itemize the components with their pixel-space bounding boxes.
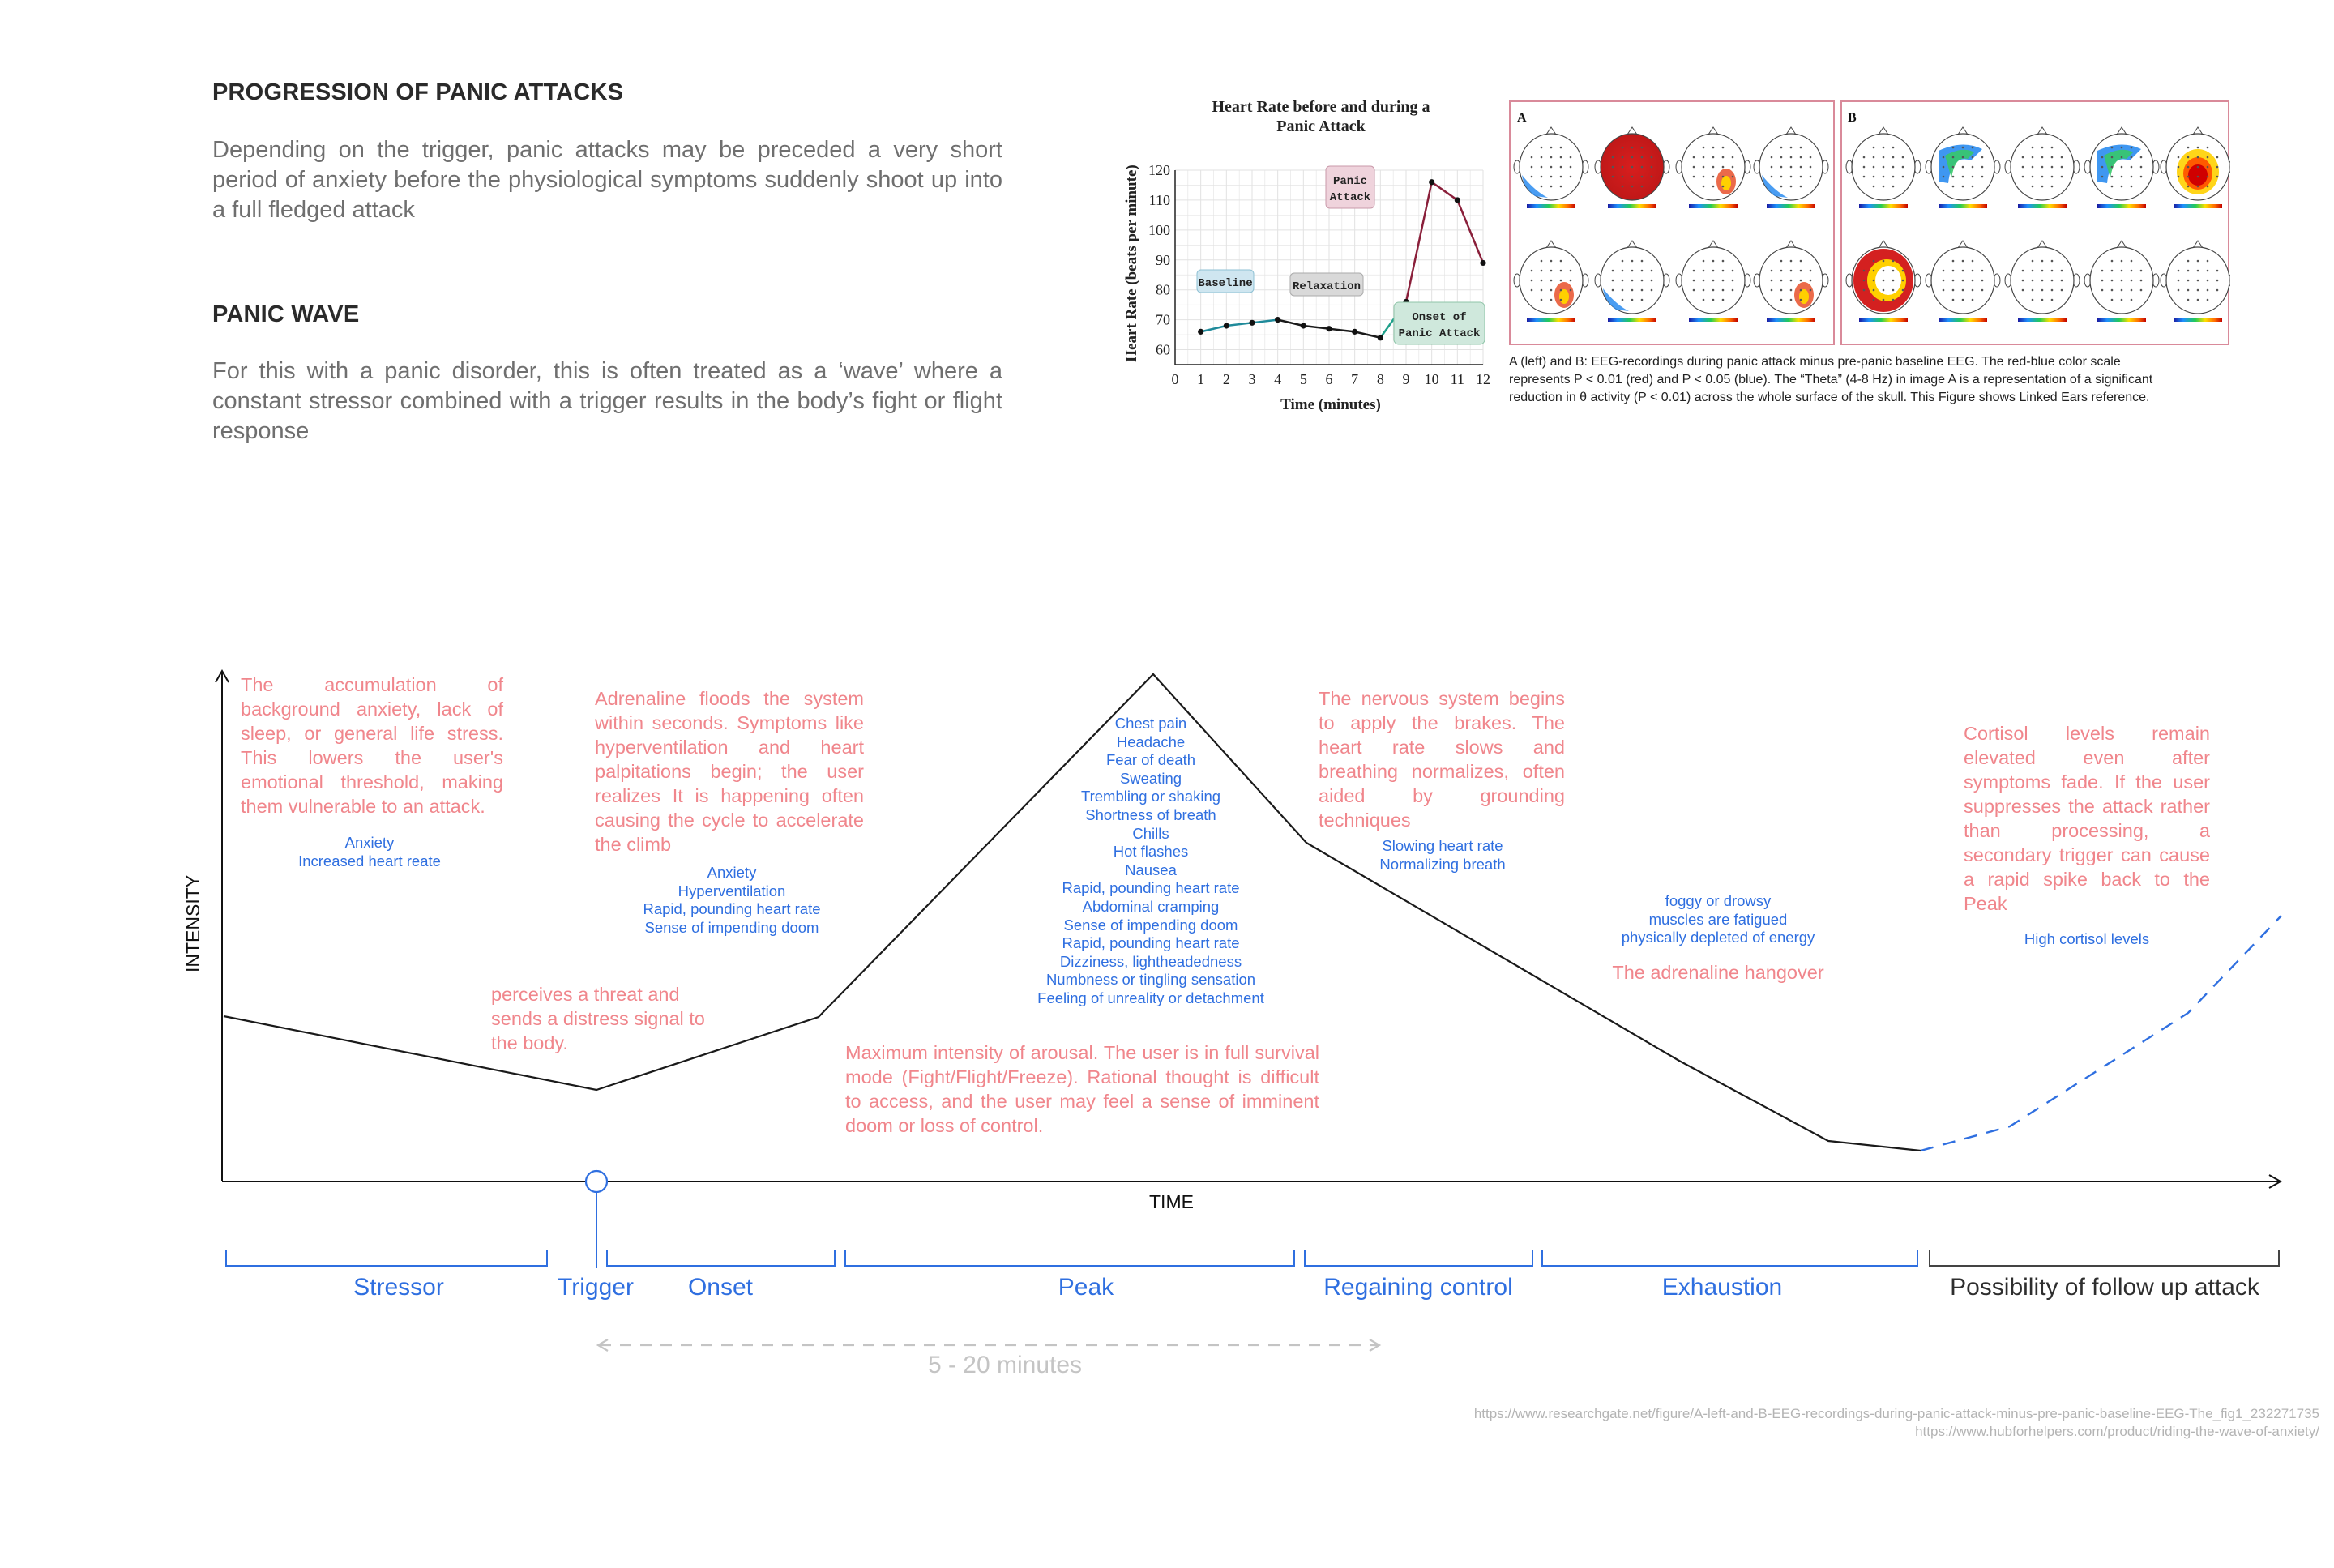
source-link[interactable]: https://www.hubforhelpers.com/product/riding-the-wave-of-anxiety/: [1915, 1424, 2319, 1439]
stressor-description: The accumulation of background anxiety, lack of sleep, or general life stress. This lowers the user's emotional threshold, making them vulnerable to an attack.: [241, 674, 503, 817]
duration-label: 5 - 20 minutes: [927, 1352, 1083, 1378]
y-tick-label: 100: [1148, 221, 1170, 238]
symptom-item: Slowing heart rate: [1382, 837, 1503, 854]
x-tick-label: 2: [1222, 371, 1230, 387]
x-tick-label: 7: [1351, 371, 1359, 387]
source-link[interactable]: https://www.researchgate.net/figure/A-left-and-B-EEG-recordings-during-panic-attack-minus-pre-panic-baseline-EEG-The_fig1_232271735: [1473, 1406, 2319, 1421]
panic-wave-body: For this with a panic disorder, this is often treated as a ‘wave’ where a constant stressor combined with a trigger results in the body’s fight or flight response: [212, 358, 1002, 444]
symptom-item: Hot flashes: [1113, 843, 1189, 861]
x-tick-label: 9: [1402, 371, 1410, 387]
x-tick-label: 3: [1248, 371, 1256, 387]
stressor-bracket: [226, 1250, 547, 1266]
followup-description: Cortisol levels remain elevated even after symptoms fade. If the user suppresses the attack rather than processing, a secondary trigger can cause a rapid spike back to the Peak: [1964, 723, 2210, 914]
baseline-label: Baseline: [1198, 277, 1253, 290]
symptom-item: Chest pain: [1114, 715, 1187, 732]
trigger-description: perceives a threat and sends a distress signal to the body.: [491, 984, 705, 1053]
symptom-item: Rapid, pounding heart rate: [643, 900, 821, 918]
eeg-panel-b-label: B: [1848, 111, 1857, 125]
exhaustion-symptoms: [1588, 892, 1848, 947]
eeg-panel-a-label: A: [1517, 111, 1527, 125]
y-tick-label: 80: [1156, 281, 1170, 298]
symptom-item: Fear of death: [1105, 751, 1196, 769]
relaxation-label: Relaxation: [1292, 280, 1362, 293]
phase-stressor: Stressor: [353, 1274, 444, 1301]
symptom-item: Rapid, pounding heart rate: [1062, 934, 1240, 952]
symptom-item: Rapid, pounding heart rate: [1062, 879, 1240, 897]
y-tick-label: 90: [1156, 251, 1170, 268]
panic-wave-title: PANIC WAVE: [212, 301, 360, 327]
phase-exhaustion: Exhaustion: [1661, 1274, 1783, 1301]
x-tick-label: 4: [1274, 371, 1282, 387]
onset-description: Adrenaline floods the system within seconds. Symptoms like hyperventilation and heart palpitations begin; the user realizes It is happening often causing the cycle to accelerate the climb: [595, 688, 864, 855]
eeg-caption-line1: A (left) and B: EEG-recordings during panic attack minus pre-panic baseline EEG. The red-blue color scale: [1509, 355, 2121, 369]
symptom-item: Hyperventilation: [678, 882, 786, 899]
regaining-symptoms: [1345, 837, 1540, 874]
x-tick-label: 11: [1450, 371, 1465, 387]
intensity-axis-label: INTENSITY: [182, 874, 203, 972]
x-tick-label: 12: [1476, 371, 1490, 387]
y-tick-label: 110: [1148, 191, 1170, 208]
onset-label-line1: Onset of: [1412, 311, 1467, 324]
heart-rate-x-label: Time (minutes): [1280, 396, 1381, 413]
sources: [1474, 1405, 2319, 1441]
heart-rate-y-label: Heart Rate (beats per minute): [1123, 164, 1140, 362]
peak-symptoms: [997, 715, 1305, 1008]
regaining-bracket: [1305, 1250, 1532, 1266]
symptom-item: Shortness of breath: [1085, 805, 1216, 823]
phase-peak: Peak: [1058, 1274, 1114, 1301]
eeg-caption-line3: reduction in θ activity (P < 0.01) across the whole surface of the skull. This Figure shows Linked Ears reference.: [1509, 391, 2150, 404]
symptom-item: Dizziness, lightheadedness: [1059, 952, 1242, 970]
symptom-item: Nausea: [1125, 861, 1177, 878]
phase-follow-up: Possibility of follow up attack: [1950, 1274, 2259, 1301]
follow-up-dashed-line: [1921, 916, 2281, 1151]
symptom-item: Sweating: [1119, 769, 1182, 787]
time-axis-label: TIME: [1149, 1191, 1194, 1212]
panic-label-line2: Attack: [1329, 191, 1371, 204]
progression-title: PROGRESSION OF PANIC ATTACKS: [212, 79, 624, 105]
x-tick-label: 5: [1299, 371, 1307, 387]
symptom-item: Anxiety: [344, 834, 395, 851]
symptom-item: Anxiety: [707, 864, 757, 881]
phase-trigger: Trigger: [558, 1274, 634, 1301]
x-tick-label: 6: [1325, 371, 1333, 387]
progression-body: Depending on the trigger, panic attacks may be preceded a very short period of anxiety before the physiological symptoms suddenly shoot up into a full fledged attack: [212, 137, 1002, 223]
symptom-item: muscles are fatigued: [1648, 910, 1788, 928]
eeg-caption-line2: represents P < 0.01 (red) and P < 0.05 (blue). The “Theta” (4-8 Hz) in image A is a representation of a significant: [1509, 373, 2153, 387]
symptom-item: Increased heart reate: [298, 852, 441, 869]
symptom-item: Sense of impending doom: [644, 918, 819, 936]
onset-label-line2: Panic Attack: [1398, 327, 1481, 340]
exhaustion-bracket: [1542, 1250, 1917, 1266]
peak-description: Maximum intensity of arousal. The user is in full survival mode (Fight/Flight/Freeze). Rational thought is difficult to access, and the user may feel a sense of imminent doom or loss of control.: [845, 1042, 1319, 1136]
stressor-symptoms: [276, 834, 464, 870]
phase-onset: Onset: [687, 1274, 754, 1301]
x-tick-label: 10: [1424, 371, 1439, 387]
symptom-item: High cortisol levels: [2024, 930, 2150, 947]
symptom-item: foggy or drowsy: [1665, 892, 1772, 909]
panic-label-line1: Panic: [1332, 175, 1368, 188]
x-tick-label: 8: [1376, 371, 1384, 387]
heart-rate-title-line2: Panic Attack: [1276, 117, 1366, 135]
y-tick-label: 60: [1156, 341, 1170, 358]
y-tick-label: 70: [1156, 311, 1170, 328]
symptom-item: physically depleted of energy: [1621, 929, 1815, 946]
regaining-description: The nervous system begins to apply the brakes. The heart rate slows and breathing normalizes, often aided by grounding techniques: [1319, 688, 1565, 831]
symptom-item: Trembling or shaking: [1080, 788, 1221, 805]
followup-symptoms: [1977, 930, 2196, 949]
symptom-item: Numbness or tingling sensation: [1045, 971, 1256, 989]
y-tick-label: 120: [1148, 162, 1170, 178]
symptom-item: Headache: [1116, 733, 1186, 750]
followup-bracket: [1930, 1250, 2279, 1266]
x-tick-label: 1: [1197, 371, 1205, 387]
exhaustion-description: The adrenaline hangover: [1612, 962, 1824, 983]
onset-symptoms: [616, 864, 848, 937]
symptom-item: Abdominal cramping: [1082, 897, 1220, 915]
symptom-item: Feeling of unreality or detachment: [1037, 989, 1264, 1006]
symptom-item: Normalizing breath: [1379, 855, 1506, 873]
x-tick-label: 0: [1171, 371, 1179, 387]
peak-bracket: [845, 1250, 1294, 1266]
onset-bracket: [607, 1250, 835, 1266]
symptom-item: Chills: [1132, 824, 1169, 842]
symptom-item: Sense of impending doom: [1063, 916, 1238, 934]
phase-regaining-control: Regaining control: [1323, 1274, 1513, 1301]
heart-rate-title-line1: Heart Rate before and during a: [1212, 98, 1430, 116]
trigger-marker: [586, 1171, 607, 1192]
